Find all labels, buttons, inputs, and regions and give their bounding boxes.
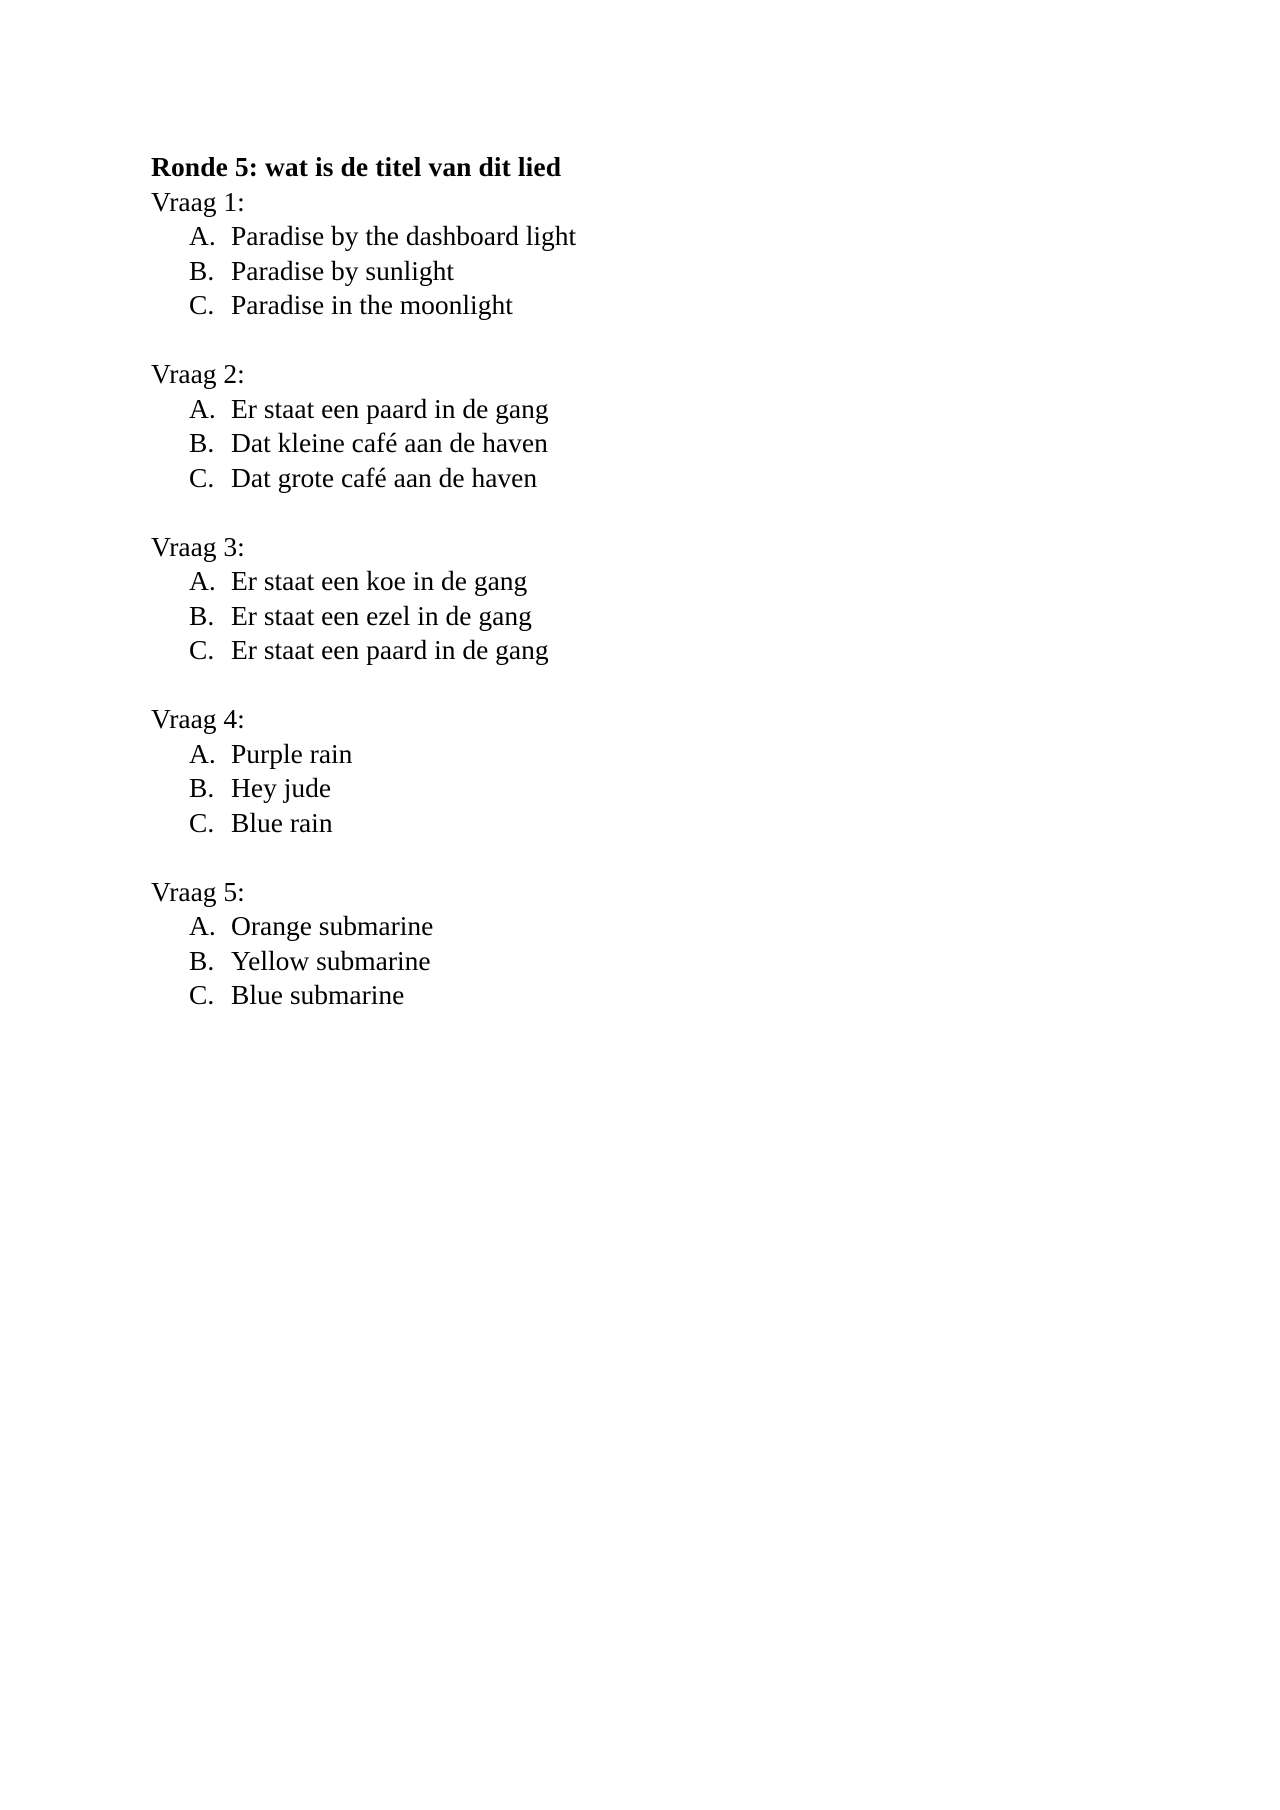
document-body	[151, 150, 1051, 1013]
option-text: Purple rain	[231, 737, 353, 769]
question-block-4	[151, 702, 1051, 840]
option-list	[151, 737, 1051, 841]
option-text: Er staat een paard in de gang	[231, 392, 549, 424]
question-label: Vraag 2:	[151, 358, 245, 389]
paragraph-spacer	[151, 840, 1051, 875]
option-list	[151, 564, 1051, 668]
option-item[interactable]	[151, 219, 1051, 254]
option-text: Er staat een koe in de gang	[231, 565, 528, 596]
paragraph-spacer	[151, 323, 1051, 358]
option-letter: A.	[189, 392, 216, 424]
option-text: Dat kleine café aan de haven	[231, 427, 548, 458]
option-item[interactable]	[151, 978, 1051, 1013]
question-label: Vraag 3:	[151, 530, 245, 562]
option-letter: C.	[189, 634, 215, 665]
option-letter: C.	[189, 289, 215, 320]
page-title: Ronde 5: wat is de titel van dit lied	[151, 151, 562, 182]
option-item[interactable]	[151, 288, 1051, 323]
option-item[interactable]	[151, 633, 1051, 668]
option-text: Dat grote café aan de haven	[231, 461, 538, 493]
option-item[interactable]	[151, 564, 1051, 599]
option-item[interactable]	[151, 737, 1051, 772]
option-list	[151, 392, 1051, 496]
option-text: Paradise in the moonlight	[231, 289, 513, 320]
option-item[interactable]	[151, 254, 1051, 289]
option-list	[151, 219, 1051, 323]
option-letter: A.	[189, 565, 216, 596]
option-letter: A.	[189, 220, 216, 251]
option-item[interactable]	[151, 392, 1051, 427]
option-text: Paradise by the dashboard light	[231, 220, 577, 251]
option-item[interactable]	[151, 771, 1051, 806]
option-item[interactable]	[151, 426, 1051, 461]
option-text: Paradise by sunlight	[231, 254, 455, 286]
option-text: Er staat een ezel in de gang	[231, 599, 532, 631]
paragraph-spacer	[151, 668, 1051, 703]
option-letter: B.	[189, 772, 215, 803]
question-block-2	[151, 357, 1051, 495]
option-letter: C.	[189, 979, 215, 1010]
option-item[interactable]	[151, 909, 1051, 944]
question-label: Vraag 1:	[151, 185, 245, 217]
option-letter: C.	[189, 806, 215, 838]
option-letter: A.	[189, 910, 216, 941]
option-letter: B.	[189, 254, 215, 286]
question-label: Vraag 4:	[151, 703, 245, 734]
question-block-1	[151, 185, 1051, 323]
option-text: Yellow submarine	[231, 944, 431, 976]
question-label: Vraag 5:	[151, 875, 245, 907]
option-list	[151, 909, 1051, 1013]
option-text: Er staat een paard in de gang	[231, 634, 549, 665]
option-letter: A.	[189, 737, 216, 769]
question-block-3	[151, 530, 1051, 668]
option-letter: B.	[189, 944, 215, 976]
option-text: Orange submarine	[231, 910, 434, 941]
option-letter: C.	[189, 461, 215, 493]
option-text: Hey jude	[231, 772, 332, 803]
option-item[interactable]	[151, 461, 1051, 496]
option-item[interactable]	[151, 806, 1051, 841]
option-text: Blue rain	[231, 806, 333, 838]
option-text: Blue submarine	[231, 979, 405, 1010]
option-letter: B.	[189, 599, 215, 631]
option-letter: B.	[189, 427, 215, 458]
option-item[interactable]	[151, 944, 1051, 979]
option-item[interactable]	[151, 599, 1051, 634]
paragraph-spacer	[151, 495, 1051, 530]
question-block-5	[151, 875, 1051, 1013]
